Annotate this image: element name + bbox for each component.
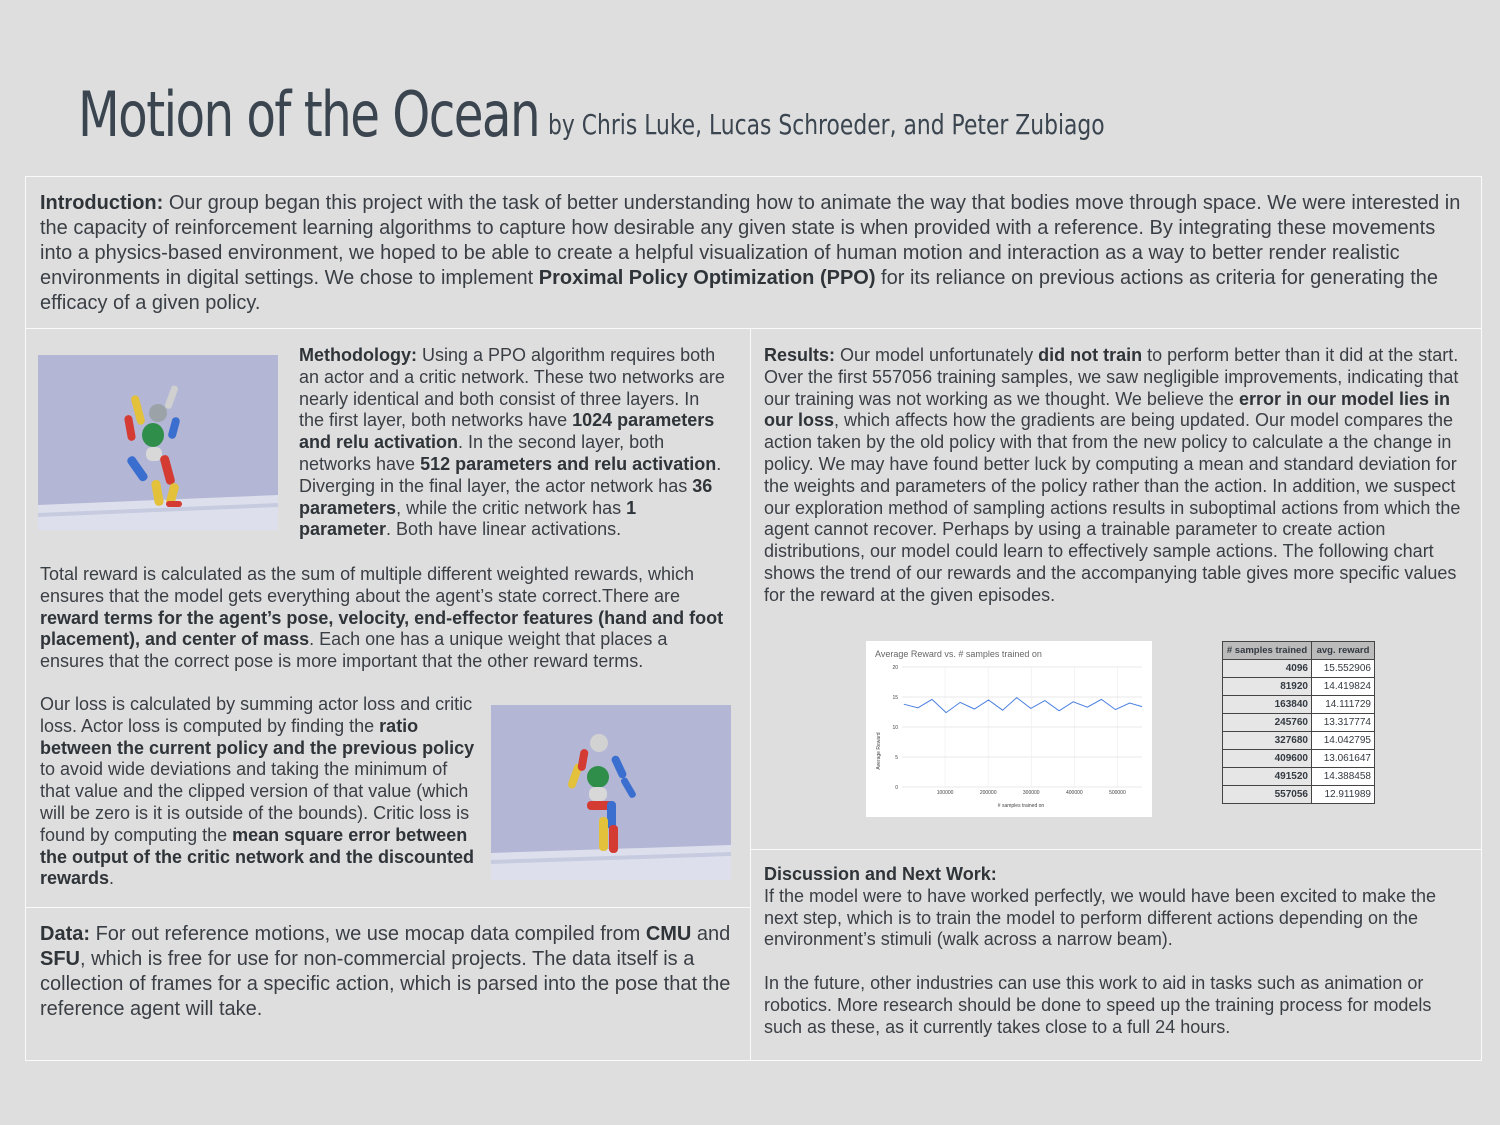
introduction-heading: Introduction:	[40, 192, 164, 214]
table-row: 409600 13.061647	[1223, 750, 1375, 768]
data-text: Data: For out reference motions, we use mocap data compiled from CMU and SFU, which is free for use for non-commercial projects. The data itself is a collection of frames for a specific action, which is parsed into the pose that the reference agent will take.	[40, 923, 731, 1020]
discussion-text	[764, 864, 1469, 1038]
reward-text: Total reward is calculated as the sum of multiple different weighted rewards, which ensures that the model gets everything about the agent’s state correct.There are reward terms for the agent’s pose, velocity, end-effector features (hand and foot placement), and center of mass. Each one has a unique weight that places a ensures that the correct pose is more important that the other reward terms.	[40, 564, 724, 672]
chart-x-tick-label: 200000	[979, 790, 997, 796]
discussion-paragraph: If the model were to have worked perfectly, we would have been excited to make the next step, which is to train the model to perform different actions depending on the environment’s stimuli (walk across a narrow beam).	[764, 885, 1437, 950]
table-row: 327680 14.042795	[1223, 732, 1375, 750]
reward-chart-svg	[866, 641, 1152, 817]
chart-x-axis-label: # samples trained on	[997, 803, 1045, 809]
table-row: 557056 12.911989	[1223, 786, 1375, 804]
methodology-text: Methodology: Using a PPO algorithm requires both an actor and a critic network. These two networks are nearly identical and both consist of three layers. In the first layer, both networks have 1024 parameters and relu activation. In the second layer, both networks have 512 parameters and relu activation. Diverging in the final layer, the actor network has 36 parameters, while the critic network has 1 parameter. Both have linear activations.	[299, 345, 725, 540]
chart-x-tick-label: 100000	[936, 790, 954, 796]
humanoid-render-image	[38, 355, 278, 530]
table-header-row	[1223, 642, 1375, 660]
poster-authors: by Chris Luke, Lucas Schroeder, and Peter Zubiago	[548, 108, 1105, 141]
discussion-heading: Discussion and Next Work:	[764, 864, 997, 884]
chart-title: Average Reward vs. # samples trained on	[875, 649, 1042, 659]
chart-y-axis-label: Average Reward	[876, 732, 882, 770]
loss-text: Our loss is calculated by summing actor loss and critic loss. Actor loss is computed by finding the ratio between the current policy and the previous policy to avoid wide deviations and taking the minimum of that value and the clipped version of that value (which will be zero is it is outside of the bounds). Critic loss is found by computing the mean square error between the output of the critic network and the discounted rewards.	[40, 694, 475, 889]
table-header-samples: # samples trained	[1223, 642, 1312, 660]
samples-table	[1222, 641, 1375, 804]
chart-y-tick-label: 0	[895, 785, 898, 791]
chart-y-tick-label: 10	[892, 725, 898, 731]
results-text: Results: Our model unfortunately did not train to perform better than it did at the start. Over the first 557056 training samples, we saw negligible improvements, indicating that our training was not working as we thought. We believe the error in our model lies in our loss, which affects how the gradients are being updated. Our model compares the action taken by the old policy with that from the new policy to calculate a the change in policy. We may have found better luck by computing a mean and standard deviation for the weights and parameters of the policy rather than the action. In addition, we suspect our exploration method of sampling actions results in suboptimal actions from which the agent cannot recover. Perhaps by using a trainable parameter to create action distributions, our model could learn to effectively sample actions. The following chart shows the trend of our rewards and the accompanying table gives more specific values for the reward at the given episodes.	[764, 345, 1461, 605]
introduction-text: Introduction: Our group began this project with the task of better understanding how to animate the way that bodies move through space. We were interested in the capacity of reinforcement learning algorithms to capture how desirable any given state is when provided with a reference. By integrating these movements into a physics-based environment, we hoped to be able to create a helpful visualization of human motion and interaction as a way to better render realistic environments in digital settings. We chose to implement Proximal Policy Optimization (PPO) for its reliance on previous actions as criteria for generating the efficacy of a given policy.	[40, 192, 1461, 314]
chart-x-tick-label: 400000	[1065, 790, 1083, 796]
poster-title: Motion of the Ocean	[78, 78, 540, 151]
reward-chart	[866, 641, 1152, 817]
table-row: 81920 14.419824	[1223, 678, 1375, 696]
data-heading: Data:	[40, 923, 91, 945]
methodology-heading: Methodology:	[299, 345, 417, 365]
discussion-paragraph: In the future, other industries can use this work to aid in tasks such as animation or robotics. More research should be done to speed up the training process for models such as these, as it currently takes close to a full 24 hours.	[764, 972, 1432, 1037]
chart-y-tick-label: 15	[892, 695, 898, 701]
chart-x-tick-label: 300000	[1022, 790, 1040, 796]
table-row: 245760 13.317774	[1223, 714, 1375, 732]
humanoid-render-image	[491, 705, 731, 880]
table-row: 491520 14.388458	[1223, 768, 1375, 786]
title-block	[78, 78, 1105, 151]
table-header-reward: avg. reward	[1312, 642, 1375, 660]
table-row: 4096 15.552906	[1223, 660, 1375, 678]
chart-y-tick-label: 20	[892, 665, 898, 671]
chart-y-tick-label: 5	[895, 755, 898, 761]
chart-series-line	[904, 698, 1142, 713]
results-heading: Results:	[764, 345, 836, 365]
chart-x-tick-label: 500000	[1109, 790, 1126, 796]
table-row: 163840 14.111729	[1223, 696, 1375, 714]
